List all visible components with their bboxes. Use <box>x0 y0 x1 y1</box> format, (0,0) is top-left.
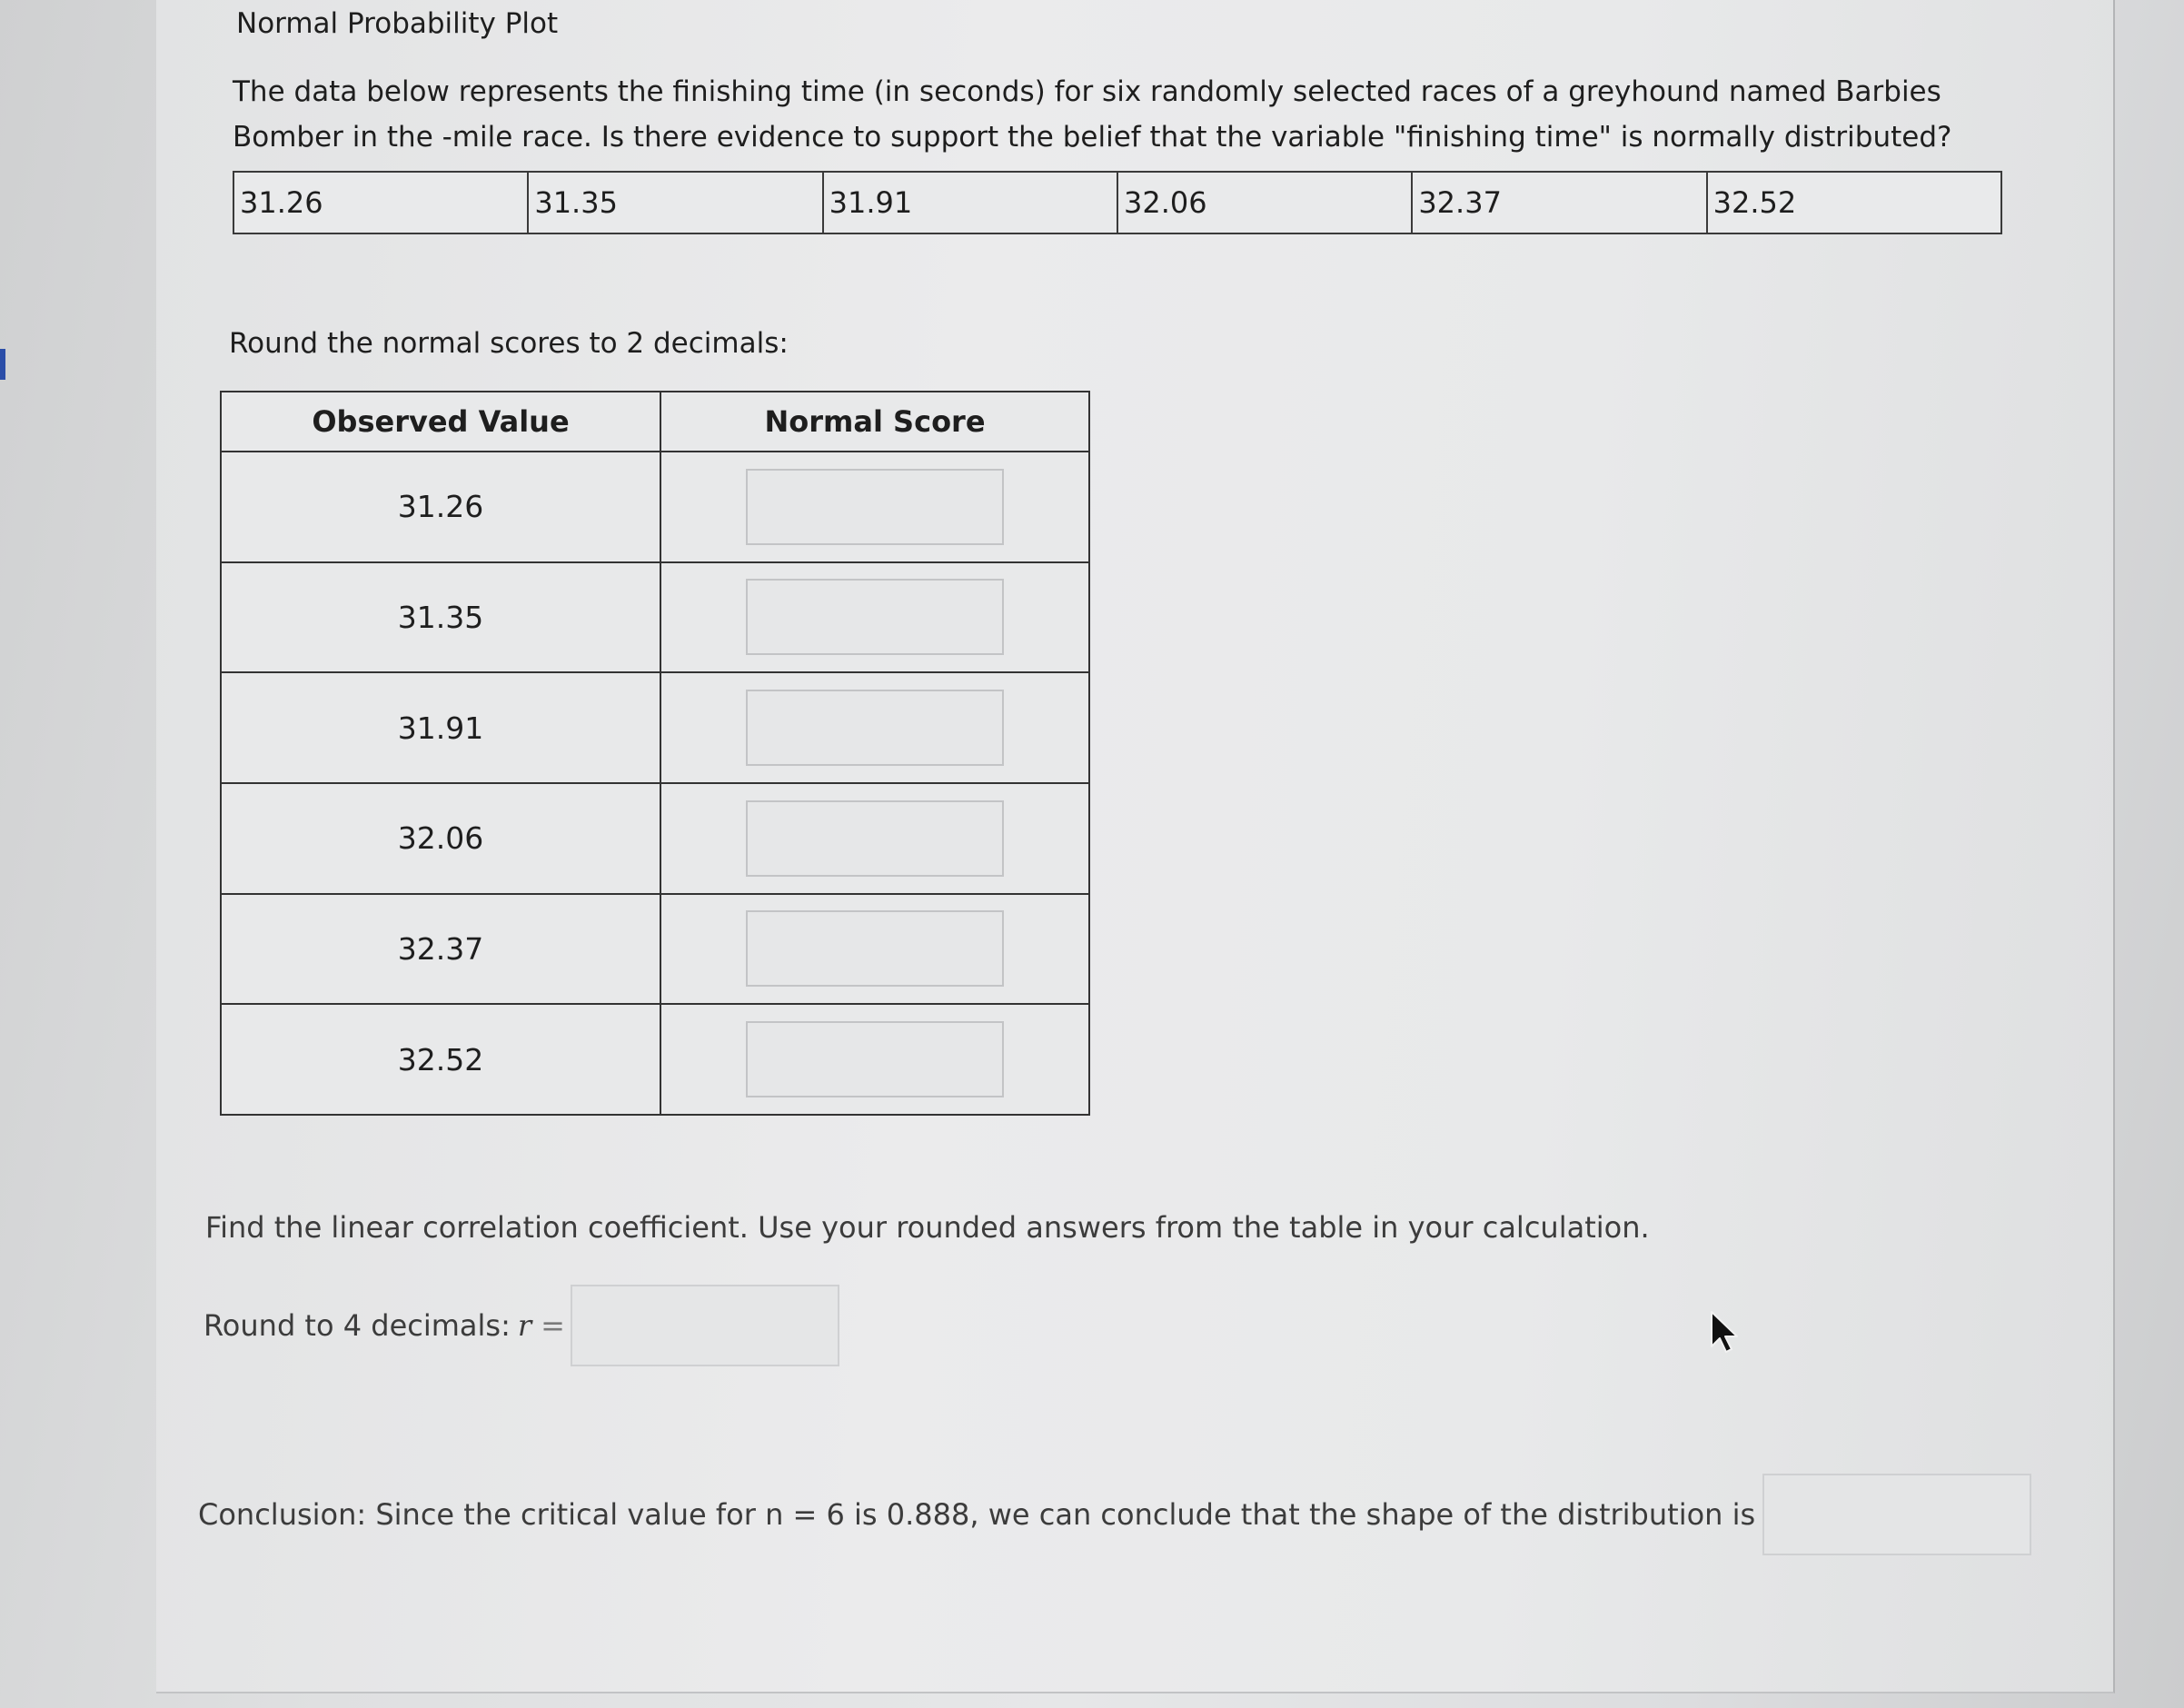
table-row <box>221 562 1089 673</box>
table-row <box>221 1004 1089 1115</box>
normal-score-cell <box>660 452 1089 562</box>
data-values-row <box>233 172 2001 233</box>
normal-score-cell <box>660 783 1089 894</box>
table-row <box>221 672 1089 783</box>
normal-score-input-2[interactable] <box>746 579 1004 655</box>
data-value-cell: 32.37 <box>1412 172 1706 233</box>
equals-sign: = <box>541 1308 565 1343</box>
conclusion-row <box>198 1474 2031 1555</box>
data-value-cell: 31.35 <box>528 172 822 233</box>
data-value-cell: 31.26 <box>233 172 528 233</box>
r-symbol: r <box>517 1308 532 1343</box>
observed-value-cell: 32.37 <box>221 894 660 1005</box>
normal-score-cell <box>660 894 1089 1005</box>
distribution-shape-input[interactable] <box>1762 1474 2031 1555</box>
observed-value-cell: 31.26 <box>221 452 660 562</box>
normal-score-cell <box>660 672 1089 783</box>
correlation-answer-row <box>204 1285 839 1366</box>
normal-score-table <box>220 391 1090 1116</box>
conclusion-text: Conclusion: Since the critical value for n = 6 is 0.888, we can conclude that the shape of the distribution is <box>198 1497 1756 1532</box>
observed-value-cell: 32.06 <box>221 783 660 894</box>
normal-score-input-4[interactable] <box>746 800 1004 877</box>
table-row <box>221 894 1089 1005</box>
normal-score-cell <box>660 562 1089 673</box>
normal-score-input-5[interactable] <box>746 910 1004 987</box>
normal-score-input-3[interactable] <box>746 690 1004 766</box>
data-values-table <box>233 171 2002 234</box>
round-r-label: Round to 4 decimals: <box>204 1308 511 1343</box>
correlation-coefficient-input[interactable] <box>571 1285 839 1366</box>
data-value-cell: 31.91 <box>823 172 1117 233</box>
normal-score-input-1[interactable] <box>746 469 1004 545</box>
correlation-instruction: Find the linear correlation coefficient. Use your rounded answers from the table in your calculation. <box>205 1210 1650 1245</box>
page-title: Normal Probability Plot <box>236 7 559 40</box>
mouse-pointer-icon <box>1710 1310 1741 1354</box>
observed-value-header: Observed Value <box>221 392 660 452</box>
data-value-cell: 32.52 <box>1707 172 2001 233</box>
table-row <box>221 783 1089 894</box>
table-row <box>221 452 1089 562</box>
normal-score-cell <box>660 1004 1089 1115</box>
question-intro-text: The data below represents the finishing time (in seconds) for six randomly selected races of a greyhound named Barbies Bomber in the -mile race. Is there evidence to support the belief that the variable "finishing time" is normally distributed? <box>233 75 1952 154</box>
table-header-row <box>221 392 1089 452</box>
observed-value-cell: 32.52 <box>221 1004 660 1115</box>
normal-score-header: Normal Score <box>660 392 1089 452</box>
round-scores-instruction: Round the normal scores to 2 decimals: <box>229 327 789 360</box>
data-value-cell: 32.06 <box>1117 172 1412 233</box>
observed-value-cell: 31.91 <box>221 672 660 783</box>
observed-value-cell: 31.35 <box>221 562 660 673</box>
window-edge-accent <box>0 349 5 380</box>
normal-score-input-6[interactable] <box>746 1021 1004 1097</box>
